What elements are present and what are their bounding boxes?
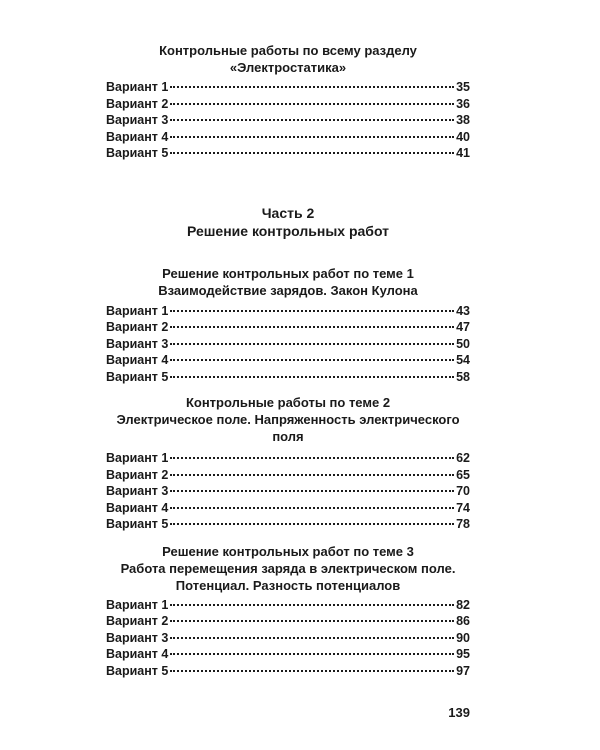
entry-page-number: 70	[456, 484, 470, 498]
entry-page-number: 97	[456, 663, 470, 678]
entry-page-number: 35	[456, 80, 470, 94]
entry-label: Вариант 1	[106, 303, 169, 318]
toc-entry	[106, 516, 470, 533]
part-number: Часть 2	[261, 204, 315, 221]
toc-entry	[106, 467, 470, 484]
entry-page-number: 58	[456, 369, 470, 384]
toc-entry-list	[106, 79, 470, 162]
dot-leader	[170, 310, 454, 312]
dot-leader	[170, 620, 454, 622]
dot-leader	[170, 637, 454, 639]
entry-page-number: 36	[456, 96, 470, 111]
toc-entry	[106, 630, 470, 647]
entry-label: Вариант 1	[106, 80, 169, 94]
table-of-contents	[106, 42, 470, 679]
entry-page-number: 78	[456, 517, 470, 531]
entry-page-number: 74	[456, 500, 470, 515]
dot-leader	[170, 670, 454, 672]
dot-leader	[170, 86, 454, 88]
dot-leader	[170, 152, 454, 154]
dot-leader	[170, 376, 454, 378]
toc-entry	[106, 663, 470, 680]
toc-section-topic-1	[106, 265, 470, 386]
entry-label: Вариант 5	[106, 663, 169, 678]
dot-leader	[170, 326, 454, 328]
entry-page-number: 90	[456, 630, 470, 645]
entry-page-number: 50	[456, 336, 470, 351]
dot-leader	[170, 474, 454, 476]
entry-label: Вариант 3	[106, 113, 169, 127]
entry-label: Вариант 2	[106, 614, 169, 628]
toc-entry	[106, 500, 470, 517]
part-title: Решение контрольных работ	[186, 222, 390, 239]
toc-entry	[106, 613, 470, 630]
dot-leader	[170, 457, 454, 459]
page-number: 139	[448, 705, 470, 720]
toc-entry	[106, 303, 470, 320]
entry-page-number: 54	[456, 353, 470, 367]
entry-page-number: 38	[456, 113, 470, 127]
dot-leader	[170, 136, 454, 138]
section-title-line: Контрольные работы по теме 2	[185, 395, 391, 410]
section-title-line: Контрольные работы по всему разделу	[159, 43, 417, 58]
entry-page-number: 86	[456, 614, 470, 628]
toc-entry	[106, 352, 470, 369]
toc-entry	[106, 369, 470, 386]
entry-label: Вариант 3	[106, 484, 169, 498]
entry-page-number: 43	[456, 303, 470, 318]
toc-entry	[106, 597, 470, 614]
toc-entry	[106, 129, 470, 146]
dot-leader	[170, 103, 454, 105]
entry-label: Вариант 2	[106, 320, 169, 334]
entry-page-number: 41	[456, 146, 470, 160]
toc-entry	[106, 450, 470, 467]
dot-leader	[170, 507, 454, 509]
entry-label: Вариант 3	[106, 630, 169, 645]
toc-entry	[106, 96, 470, 113]
toc-entry	[106, 319, 470, 336]
entry-label: Вариант 1	[106, 597, 169, 612]
section-title-line: Электрическое поле. Напряженность электрического поля	[116, 412, 460, 444]
section-title-line: Работа перемещения заряда в электрическом поле.	[120, 560, 456, 576]
dot-leader	[170, 604, 454, 606]
entry-label: Вариант 5	[106, 369, 169, 384]
toc-entry	[106, 646, 470, 663]
entry-page-number: 40	[456, 129, 470, 144]
dot-leader	[170, 119, 454, 121]
entry-label: Вариант 3	[106, 336, 169, 351]
entry-label: Вариант 5	[106, 146, 169, 160]
entry-label: Вариант 5	[106, 517, 169, 531]
dot-leader	[170, 343, 454, 345]
entry-page-number: 62	[456, 451, 470, 465]
entry-label: Вариант 2	[106, 96, 169, 111]
toc-entry-list	[106, 597, 470, 680]
section-title-line: «Электростатика»	[229, 60, 347, 75]
entry-label: Вариант 1	[106, 451, 169, 465]
dot-leader	[170, 490, 454, 492]
toc-entry-list	[106, 303, 470, 386]
entry-page-number: 82	[456, 597, 470, 612]
entry-label: Вариант 2	[106, 467, 169, 482]
section-title-line: Взаимодействие зарядов. Закон Кулона	[158, 282, 418, 298]
section-title-line: Потенциал. Разность потенциалов	[175, 577, 401, 593]
entry-label: Вариант 4	[106, 647, 169, 661]
entry-page-number: 47	[456, 320, 470, 334]
entry-label: Вариант 4	[106, 500, 169, 515]
toc-section-topic-2	[106, 394, 470, 533]
part-heading	[106, 204, 470, 240]
toc-entry	[106, 483, 470, 500]
entry-page-number: 65	[456, 467, 470, 482]
toc-section-topic-3	[106, 543, 470, 680]
dot-leader	[170, 359, 454, 361]
toc-entry	[106, 336, 470, 353]
entry-page-number: 95	[456, 647, 470, 661]
toc-entry	[106, 79, 470, 96]
entry-label: Вариант 4	[106, 129, 169, 144]
toc-entry	[106, 112, 470, 129]
entry-label: Вариант 4	[106, 353, 169, 367]
section-title-line: Решение контрольных работ по теме 1	[162, 265, 414, 281]
toc-entry	[106, 145, 470, 162]
toc-section-electrostatics	[106, 42, 470, 162]
dot-leader	[170, 653, 454, 655]
dot-leader	[170, 523, 454, 525]
toc-entry-list	[106, 450, 470, 533]
section-title-line: Решение контрольных работ по теме 3	[162, 543, 414, 559]
